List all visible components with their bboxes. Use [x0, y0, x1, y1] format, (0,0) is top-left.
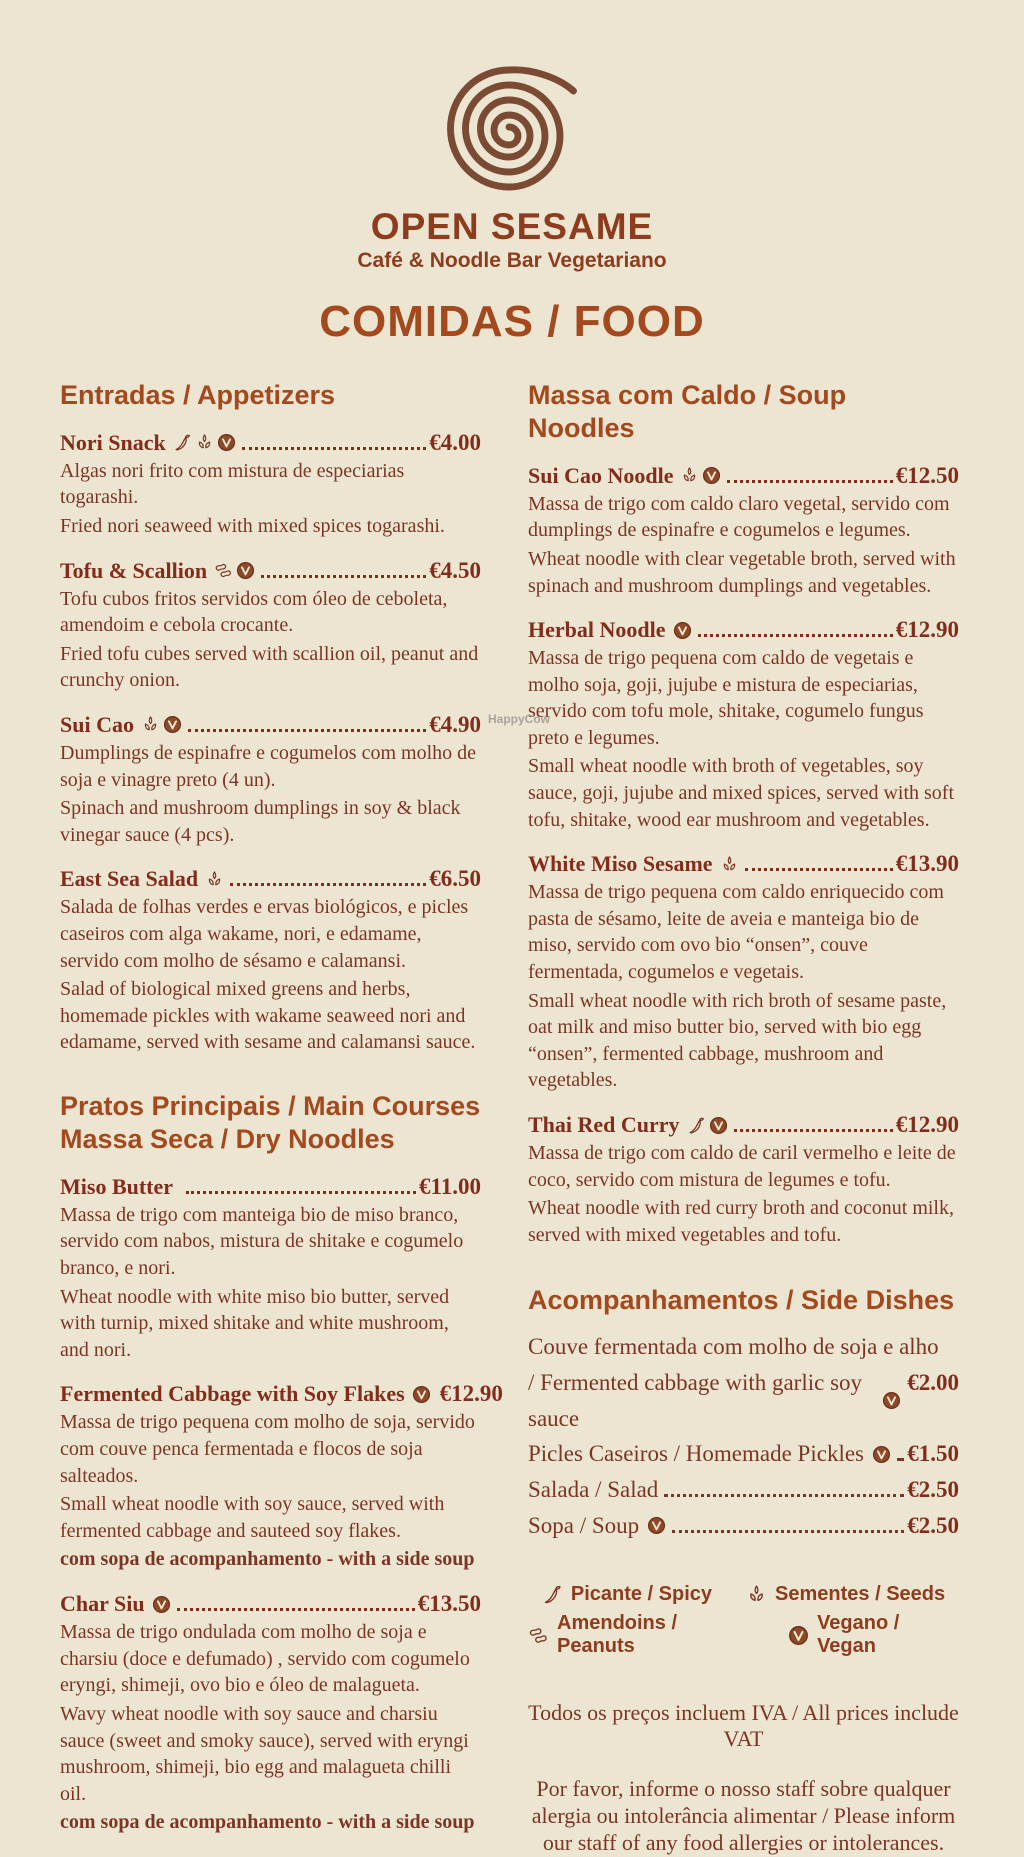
- item-description-pt: Dumplings de espinafre e cogumelos com molho de soja e vinagre preto (4 un).: [60, 741, 477, 791]
- item-icons: [152, 1595, 171, 1614]
- item-title-row: [60, 866, 481, 892]
- menu-item-herbal-noodle: [528, 617, 959, 833]
- item-title-row: [60, 1591, 481, 1617]
- section-heading-side-dishes: Acompanhamentos / Side Dishes: [528, 1285, 955, 1316]
- vegan-icon: [217, 433, 236, 452]
- peanuts-icon: [214, 561, 233, 580]
- seeds-icon: [205, 870, 224, 889]
- item-icons: [173, 433, 236, 452]
- vegan-icon: [709, 1116, 728, 1135]
- vegan-icon: [872, 1445, 891, 1464]
- item-title-row: [528, 617, 959, 643]
- item-icons: [687, 1116, 728, 1135]
- item-icons: [141, 715, 182, 734]
- item-description-en: Wheat noodle with red curry broth and coconut milk, served with mixed vegetables and tofu.: [528, 1197, 954, 1246]
- item-description-en: Small wheat noodle with soy sauce, served with fermented cabbage and sauteed soy flakes.: [60, 1493, 445, 1542]
- item-title-row: [60, 430, 481, 456]
- side-dish-text: Salada / Salad: [528, 1476, 659, 1502]
- item-description-en: Small wheat noodle with broth of vegetables, soy sauce, goji, jujube and mixed spices, served with soft tofu, shitake, wood ear mushroom and vegetables.: [528, 755, 955, 831]
- item-icons: [673, 621, 692, 640]
- item-price: €12.50: [895, 462, 959, 488]
- item-description-pt: Tofu cubos fritos servidos com óleo de ceboleta, amendoim e cebola crocante.: [60, 587, 448, 637]
- side-dish-price: €2.00: [907, 1369, 959, 1395]
- item-description-pt: Algas nori frito com mistura de especiarias togarashi.: [60, 459, 405, 509]
- item-price: €4.00: [429, 429, 481, 455]
- vegan-icon: [647, 1516, 666, 1535]
- page-title: COMIDAS / FOOD: [319, 296, 705, 346]
- item-icons: [412, 1385, 431, 1404]
- brand-tagline: Café & Noodle Bar Vegetariano: [357, 248, 667, 272]
- item-icons: [872, 1445, 891, 1464]
- legend-seeds: [746, 1583, 945, 1606]
- spicy-icon: [173, 433, 192, 452]
- vegan-icon: [788, 1625, 809, 1646]
- item-icons: [882, 1391, 901, 1410]
- icon-legend: [528, 1583, 959, 1658]
- dotted-leader: [177, 1608, 415, 1611]
- side-dish-fermented-cabbage: [528, 1329, 959, 1436]
- dotted-leader: [745, 868, 893, 871]
- item-name: Fermented Cabbage with Soy Flakes: [60, 1381, 405, 1407]
- item-price: €4.90: [429, 711, 481, 737]
- seeds-icon: [746, 1584, 767, 1605]
- seeds-icon: [195, 433, 214, 452]
- item-icons: [205, 870, 224, 889]
- section-heading-line1: Pratos Principais / Main Courses: [60, 1090, 481, 1121]
- item-description-pt: Massa de trigo pequena com caldo enriquecido com pasta de sésamo, leite de aveia e manteiga bio de miso, servido com ovo bio “onsen”, couve fermentada, cogumelos e vegetais.: [528, 881, 944, 984]
- vegan-icon: [673, 621, 692, 640]
- dotted-leader: [897, 1458, 904, 1461]
- item-description-en: Fried tofu cubes served with scallion oil, peanut and crunchy onion.: [60, 642, 479, 692]
- item-description-en: Wheat noodle with clear vegetable broth, served with spinach and mushroom dumplings and vegetables.: [528, 547, 956, 597]
- menu-item-fermented-cabbage: [60, 1381, 503, 1573]
- item-price: €6.50: [429, 866, 481, 892]
- seeds-icon: [680, 466, 699, 485]
- dotted-leader: [734, 1129, 893, 1132]
- menu-item-white-miso-sesame: [528, 851, 959, 1094]
- item-name: Sui Cao: [60, 711, 134, 737]
- legend-vegan: [788, 1612, 959, 1658]
- item-name: Herbal Noodle: [528, 617, 666, 643]
- vegan-icon: [163, 715, 182, 734]
- dotted-leader: [664, 1494, 904, 1497]
- legend-label: Amendoins / Peanuts: [557, 1612, 678, 1658]
- item-price: €13.90: [895, 851, 959, 877]
- side-dish-price: €1.50: [907, 1441, 959, 1467]
- happycow-watermark: HappyCow: [488, 712, 551, 726]
- menu-columns: [0, 347, 1024, 1857]
- item-description-pt: Salada de folhas verdes e ervas biológicos, e picles caseiros com alga wakame, nori, e edamame, servido com molho de sésamo e calamansi.: [60, 896, 469, 972]
- item-icons: [720, 855, 739, 874]
- item-side-soup-note: com sopa de acompanhamento - with a side soup: [60, 1548, 475, 1571]
- dotted-leader: [242, 447, 427, 450]
- dotted-leader: [698, 634, 893, 637]
- item-description-en: Fried nori seaweed with mixed spices togarashi.: [60, 514, 445, 537]
- legend-row-2: [528, 1612, 959, 1658]
- item-description-pt: Massa de trigo pequena com caldo de vegetais e molho soja, goji, jujube e mistura de especiarias, servido com tofu mole, shitake, cogumelo fungus preto e legumes.: [528, 647, 924, 749]
- item-name: Sui Cao Noodle: [528, 462, 674, 488]
- item-description-pt: Massa de trigo ondulada com molho de soja e charsiu (doce e defumado) , servido com cogumelo eryngi, shimeji, ovo bio e óleo de malagueta.: [60, 1621, 470, 1697]
- menu-item-thai-red-curry: [528, 1112, 959, 1248]
- item-name: White Miso Sesame: [528, 851, 713, 877]
- item-name: East Sea Salad: [60, 866, 199, 892]
- peanuts-icon: [528, 1625, 549, 1646]
- brand-name: OPEN SESAME: [370, 206, 654, 247]
- vat-note: Todos os preços incluem IVA / All prices include VAT: [528, 1700, 959, 1752]
- item-title-row: [528, 851, 959, 877]
- section-heading-appetizers: Entradas / Appetizers: [60, 379, 336, 410]
- item-title-row: [60, 1381, 503, 1407]
- spicy-icon: [542, 1584, 563, 1605]
- legend-label: Sementes / Seeds: [775, 1583, 946, 1606]
- side-dish-soup: [528, 1508, 959, 1544]
- item-title-row: [528, 463, 959, 489]
- spicy-icon: [687, 1116, 706, 1135]
- item-title-row: [60, 712, 481, 738]
- item-icons: [647, 1516, 666, 1535]
- right-column: [528, 373, 959, 1857]
- seeds-icon: [141, 715, 160, 734]
- section-heading-main-courses: [60, 1090, 481, 1156]
- item-description-pt: Massa de trigo com caldo de caril vermelho e leite de coco, servido com mistura de legumes e tofu.: [528, 1142, 956, 1191]
- item-price: €12.90: [895, 617, 959, 643]
- legend-row-1: [528, 1583, 959, 1606]
- side-dish-line1: [528, 1329, 959, 1365]
- item-name: Char Siu: [60, 1591, 145, 1617]
- legend-label: Vegano / Vegan: [817, 1612, 900, 1658]
- dotted-leader: [727, 480, 892, 483]
- legend-spicy: [542, 1583, 712, 1606]
- item-description-en: Salad of biological mixed greens and herbs, homemade pickles with wakame seaweed nori and edamame, served with sesame and calamansi sauce.: [60, 978, 476, 1054]
- seeds-icon: [720, 855, 739, 874]
- side-dish-line2: [528, 1365, 959, 1436]
- menu-item-char-siu: [60, 1591, 481, 1836]
- dotted-leader: [261, 575, 426, 578]
- legend-label: Picante / Spicy: [570, 1583, 713, 1606]
- dotted-leader: [230, 883, 426, 886]
- item-title-row: [60, 558, 481, 584]
- menu-item-east-sea-salad: [60, 866, 481, 1056]
- section-heading-line2: Massa Seca / Dry Noodles: [60, 1123, 395, 1154]
- item-description-pt: Massa de trigo com caldo claro vegetal, servido com dumplings de espinafre e cogumelos e legumes.: [528, 492, 950, 542]
- menu-item-tofu-scallion: [60, 558, 481, 694]
- item-price: €11.00: [419, 1173, 481, 1199]
- left-column: [60, 373, 503, 1837]
- item-description-en: Wavy wheat noodle with soy sauce and charsiu sauce (sweet and smoky sauce), served with eryngi mushroom, shimeji, bio egg and malagueta chilli oil.: [60, 1703, 469, 1805]
- item-price: €13.50: [417, 1591, 481, 1617]
- side-dish-pickles: [528, 1436, 959, 1472]
- item-description-pt: Massa de trigo pequena com molho de soja, servido com couve penca fermentada e flocos de soja salteados.: [60, 1411, 475, 1487]
- item-title-row: [528, 1112, 959, 1138]
- vegan-icon: [412, 1385, 431, 1404]
- item-icons: [214, 561, 255, 580]
- side-dish-price: €2.50: [907, 1512, 959, 1538]
- menu-item-miso-butter: [60, 1174, 481, 1364]
- menu-header: [0, 0, 1024, 347]
- item-title-row: [60, 1174, 481, 1200]
- item-side-soup-note: com sopa de acompanhamento - with a side soup: [60, 1811, 475, 1834]
- item-name: Miso Butter: [60, 1173, 174, 1199]
- side-dish-text: / Fermented cabbage with garlic soy sauce: [528, 1369, 863, 1431]
- vegan-icon: [702, 466, 721, 485]
- side-dish-text: Picles Caseiros / Homemade Pickles: [528, 1441, 864, 1467]
- dotted-leader: [188, 729, 426, 732]
- item-description-en: Wheat noodle with white miso bio butter, served with turnip, mixed shitake and white mushroom, and nori.: [60, 1285, 450, 1361]
- vegan-icon: [152, 1595, 171, 1614]
- item-icons: [680, 466, 721, 485]
- item-name: Nori Snack: [60, 429, 166, 455]
- vegan-icon: [882, 1391, 901, 1410]
- item-price: €12.90: [895, 1112, 959, 1137]
- spiral-logo-icon: [0, 52, 1024, 202]
- item-name: Thai Red Curry: [528, 1112, 680, 1137]
- legend-peanuts: [528, 1612, 754, 1658]
- menu-item-sui-cao: [60, 712, 481, 848]
- side-dish-text: Sopa / Soup: [528, 1512, 640, 1538]
- side-dish-text: Couve fermentada com molho de soja e alho: [528, 1334, 939, 1360]
- vegan-icon: [236, 561, 255, 580]
- item-description-en: Spinach and mushroom dumplings in soy & black vinegar sauce (4 pcs).: [60, 797, 461, 846]
- item-description-en: Small wheat noodle with rich broth of sesame paste, oat milk and miso butter bio, served with bio egg “onsen”, fermented cabbage, mushroom and vegetables.: [528, 989, 947, 1092]
- side-dish-price: €2.50: [907, 1476, 959, 1502]
- menu-item-sui-cao-noodle: [528, 463, 959, 599]
- item-price: €12.90: [439, 1381, 503, 1407]
- item-name: Tofu & Scallion: [60, 557, 208, 583]
- menu-item-nori-snack: [60, 430, 481, 540]
- side-dish-salad: [528, 1472, 959, 1508]
- dotted-leader: [186, 1191, 416, 1194]
- allergy-note: Por favor, informe o nosso staff sobre qualquer alergia ou intolerância alimentar / Please inform our staff of any food allergies or intolerances.: [531, 1776, 956, 1855]
- item-price: €4.50: [429, 557, 481, 583]
- item-description-pt: Massa de trigo com manteiga bio de miso branco, servido com nabos, mistura de shitake e cogumelo branco, e nori.: [60, 1203, 464, 1279]
- dotted-leader: [672, 1530, 904, 1533]
- section-heading-soup-noodles: Massa com Caldo / Soup Noodles: [528, 379, 847, 443]
